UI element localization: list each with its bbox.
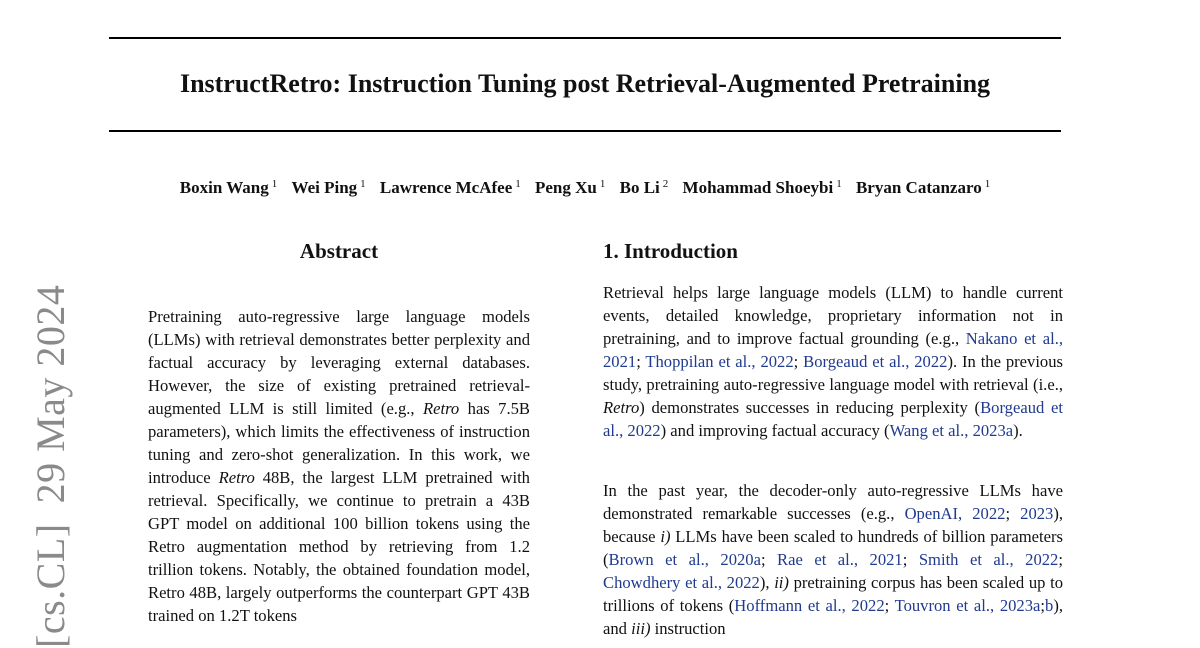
citation-link[interactable]: Hoffmann et al., 2022 <box>734 596 885 615</box>
citation-link[interactable]: Nakano et al., 2021 <box>603 329 1063 371</box>
intro-emphasis: iii) <box>631 619 651 638</box>
intro-text: ) demonstrates successes in reducing perplexity ( <box>639 398 981 417</box>
intro-text: ; <box>636 352 646 371</box>
author <box>856 178 990 197</box>
author-affiliation: 2 <box>662 178 669 190</box>
author-name: Lawrence McAfee <box>379 178 513 197</box>
abstract-emphasis: Retro <box>422 399 460 418</box>
author-list <box>60 173 1110 199</box>
author-affiliation: 1 <box>360 178 366 190</box>
author-affiliation: 1 <box>836 178 842 190</box>
author <box>683 178 842 197</box>
citation-link[interactable]: Brown et al., 2020a <box>608 550 761 569</box>
citation-link[interactable]: Rae et al., 2021 <box>777 550 903 569</box>
intro-text: ; <box>760 550 778 569</box>
abstract-text: has 7.5B parameters), which limits the effectiveness of instruction tuning and zero-shot generalization. In this work, we introduce <box>148 399 530 487</box>
citation-link[interactable]: Smith et al., 2022 <box>918 550 1059 569</box>
intro-text: instruction <box>650 619 726 638</box>
abstract-heading: Abstract <box>299 239 379 263</box>
citation-link[interactable]: 2023 <box>1020 504 1054 523</box>
intro-emphasis: ii) <box>774 573 789 592</box>
introduction-paragraph-1 <box>603 281 1063 442</box>
citation-link[interactable]: b <box>1045 596 1054 615</box>
citation-link[interactable]: OpenAI, 2022 <box>904 504 1006 523</box>
author-name: Boxin Wang <box>179 178 269 197</box>
title-rule-top <box>109 37 1061 39</box>
intro-text: ; <box>884 596 895 615</box>
citation-link[interactable]: Touvron et al., 2023a <box>894 596 1041 615</box>
citation-link[interactable]: Wang et al., 2023a <box>889 421 1014 440</box>
intro-emphasis: Retro <box>603 398 640 417</box>
title-rule-bottom <box>109 130 1061 132</box>
author <box>620 178 669 197</box>
introduction-paragraph-2 <box>603 479 1063 640</box>
author <box>535 178 605 197</box>
intro-text: ; <box>902 550 919 569</box>
intro-text: ; <box>793 352 804 371</box>
intro-text: LLMs have been scaled to hundreds of billion parameters ( <box>603 527 1063 569</box>
intro-text: ). In the previous study, pretraining auto-regressive language model with retrieval (i.e., <box>603 352 1063 394</box>
author <box>292 178 366 197</box>
author-name: Peng Xu <box>535 178 597 197</box>
author <box>380 178 521 197</box>
author-name: Wei Ping <box>291 178 358 197</box>
intro-text: ; <box>1058 550 1063 569</box>
author-affiliation: 1 <box>599 178 606 190</box>
author-name: Bryan Catanzaro <box>855 178 982 197</box>
arxiv-category: [cs.CL] <box>28 523 73 648</box>
abstract-text: 48B, the largest LLM pretrained with retrieval. Specifically, we continue to pretrain a 43B GPT model on additional 100 billion tokens using the Retro augmentation method by retrieving from 1.2 trillion tokens. Notably, the obtained foundation model, Retro 48B, largely outperforms the counterpart GPT 43B trained on 1.2T tokens <box>148 468 530 625</box>
intro-text: ), and <box>603 596 1063 638</box>
abstract-text: Pretraining auto-regressive large language models (LLMs) with retrieval demonstrates better perplexity and factual accuracy by leveraging external databases. However, the size of existing pretrained retrieval-augmented LLM is still limited (e.g., <box>148 307 530 418</box>
intro-text: ) and improving factual accuracy ( <box>660 421 890 440</box>
citation-link[interactable]: Chowdhery et al., 2022 <box>603 573 760 592</box>
intro-text: pretraining corpus has been scaled up to trillions of tokens ( <box>603 573 1064 615</box>
introduction-heading: 1. Introduction <box>603 239 738 263</box>
intro-text: ; <box>1040 596 1046 615</box>
author-affiliation: 1 <box>515 178 521 190</box>
paper-title: InstructRetro: Instruction Tuning post Retrieval-Augmented Pretraining <box>179 69 991 98</box>
abstract-emphasis: Retro <box>218 468 255 487</box>
intro-text: Retrieval helps large language models (LLM) to handle current events, detailed knowledge, proprietary information not in pretraining, and to improve factual grounding (e.g., <box>603 283 1063 348</box>
arxiv-stamp <box>28 285 74 648</box>
citation-link[interactable]: Borgeaud et al., 2022 <box>803 352 948 371</box>
intro-text: ; <box>1005 504 1021 523</box>
intro-emphasis: i) <box>660 527 671 546</box>
author-name: Bo Li <box>619 178 660 197</box>
abstract-body <box>148 305 530 627</box>
citation-link[interactable]: Borgeaud et al., 2022 <box>603 398 1063 440</box>
citation-link[interactable]: Thoppilan et al., 2022 <box>645 352 794 371</box>
author-name: Mohammad Shoeybi <box>682 178 834 197</box>
intro-text: ), because <box>603 504 1064 546</box>
intro-text: ), <box>759 573 775 592</box>
author <box>180 178 277 197</box>
arxiv-date: 29 May 2024 <box>28 284 73 504</box>
author-affiliation: 1 <box>271 178 278 190</box>
author-affiliation: 1 <box>984 178 991 190</box>
intro-text: In the past year, the decoder-only auto-regressive LLMs have demonstrated remarkable successes (e.g., <box>603 481 1063 523</box>
intro-text: ). <box>1013 421 1023 440</box>
